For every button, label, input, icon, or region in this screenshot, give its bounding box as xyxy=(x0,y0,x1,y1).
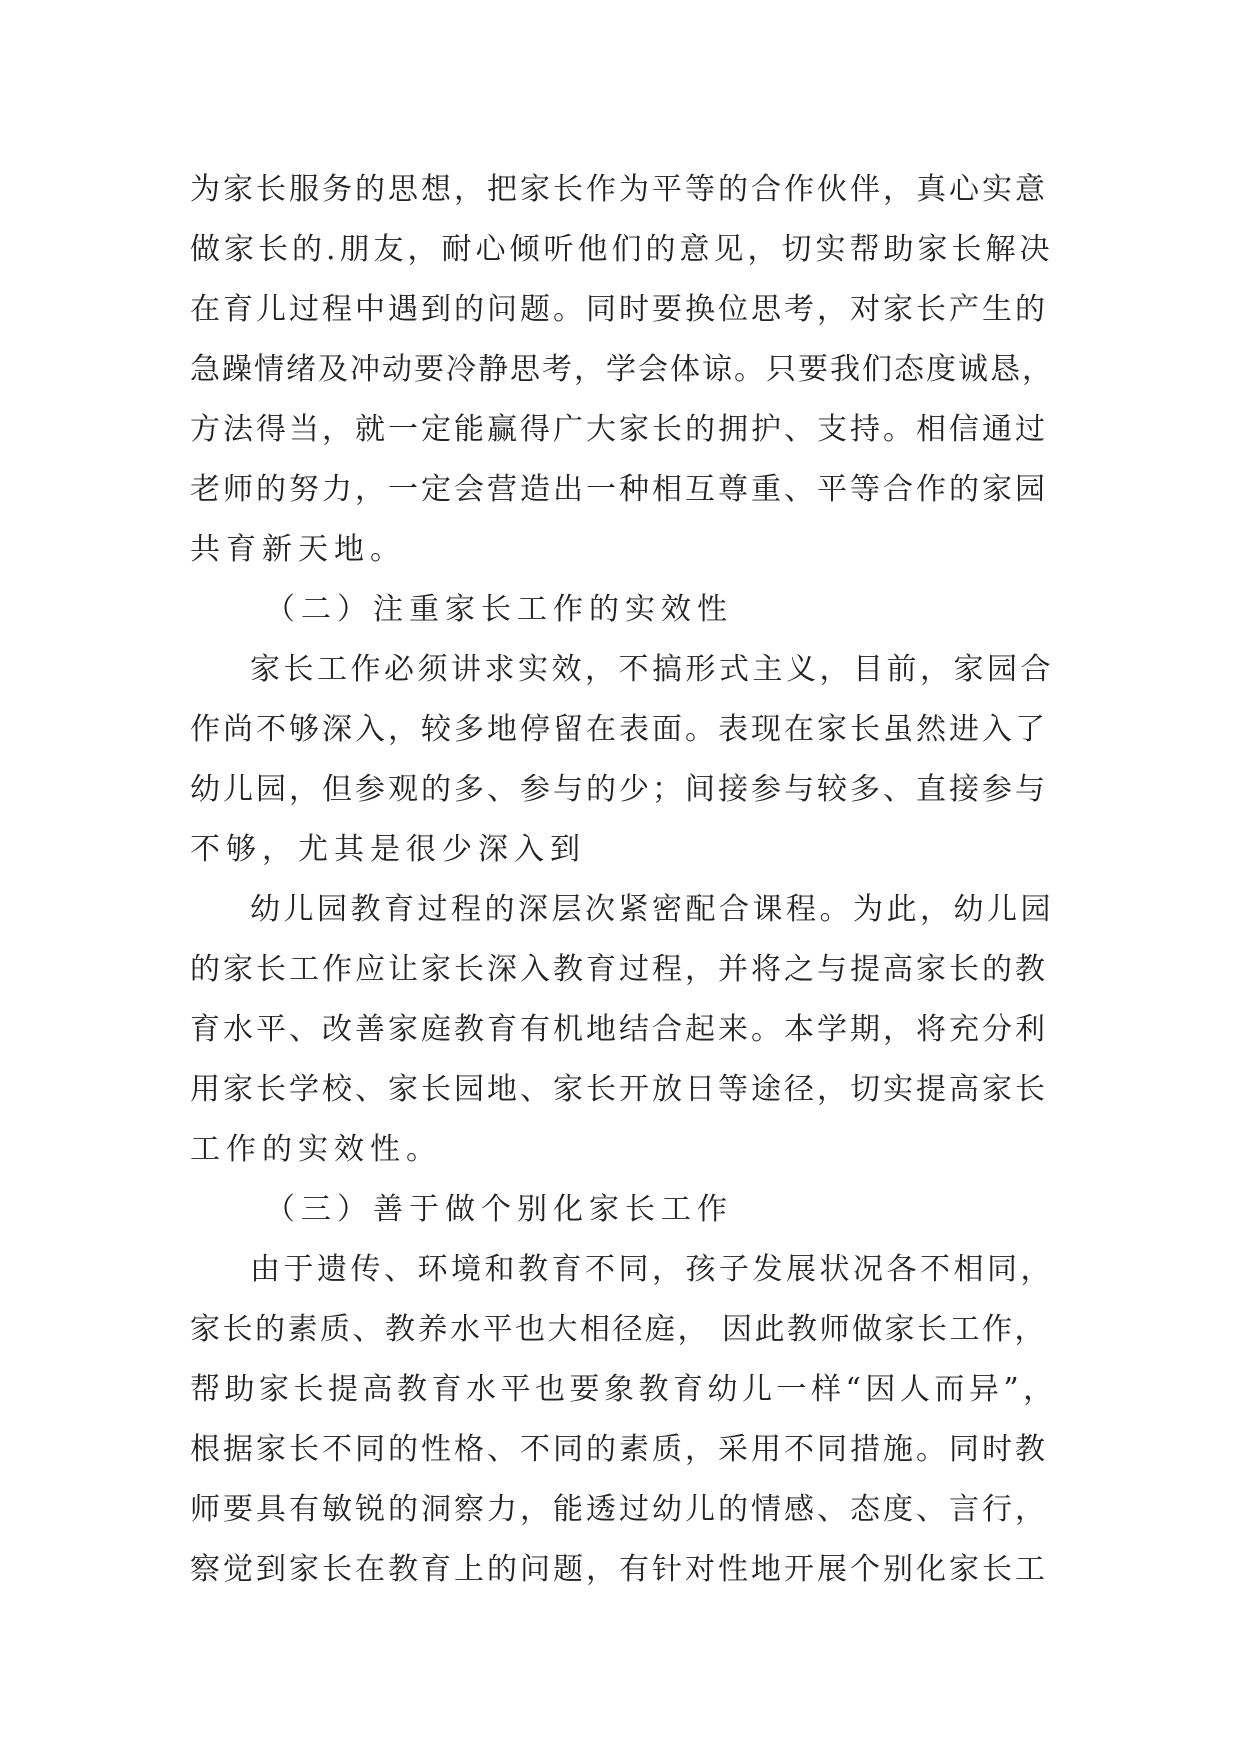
text-line: 做家长的.朋友，耐心倾听他们的意见，切实帮助家长解决 xyxy=(190,232,1054,267)
text-line: 由于遗传、环境和教育不同，孩子发展状况各不相同， xyxy=(250,1252,1054,1287)
text-line: 作尚不够深入，较多地停留在表面。表现在家长虽然进入了 xyxy=(190,712,1048,747)
text-line: 帮助家长提高教育水平也要象教育幼儿一样“因人而异”， xyxy=(190,1372,1058,1407)
section-heading: （三）善于做个别化家长工作 xyxy=(265,1192,733,1227)
text-line: 为家长服务的思想，把家长作为平等的合作伙伴，真心实意 xyxy=(190,172,1048,207)
text-line: 幼儿园教育过程的深层次紧密配合课程。为此，幼儿园 xyxy=(250,892,1054,927)
text-line: 共育新天地。 xyxy=(190,532,406,567)
text-line: 幼儿园，但参观的多、参与的少；间接参与较多、直接参与 xyxy=(190,772,1048,807)
document-body xyxy=(190,160,1060,1600)
text-line: 察觉到家长在教育上的问题，有针对性地开展个别化家长工 xyxy=(190,1552,1048,1587)
text-line: 根据家长不同的性格、不同的素质，采用不同措施。同时教 xyxy=(190,1432,1048,1467)
text-line: 育水平、改善家庭教育有机地结合起来。本学期，将充分利 xyxy=(190,1012,1048,1047)
text-line: 家长的素质、教养水平也大相径庭， 因此教师做家长工作， xyxy=(190,1312,1048,1347)
text-line: 家长工作必须讲求实效，不搞形式主义，目前，家园合 xyxy=(250,652,1054,687)
text-line: 不够，尤其是很少深入到 xyxy=(190,832,586,867)
text-line: 师要具有敏锐的洞察力，能透过幼儿的情感、态度、言行， xyxy=(190,1492,1048,1527)
text-line: 方法得当，就一定能赢得广大家长的拥护、支持。相信通过 xyxy=(190,412,1048,447)
text-line: 工作的实效性。 xyxy=(190,1132,442,1167)
text-line: 急躁情绪及冲动要冷静思考，学会体谅。只要我们态度诚恳， xyxy=(190,352,1054,387)
text-line: 在育儿过程中遇到的问题。同时要换位思考，对家长产生的 xyxy=(190,292,1048,327)
text-line: 的家长工作应让家长深入教育过程，并将之与提高家长的教 xyxy=(190,952,1048,987)
text-line: 老师的努力，一定会营造出一种相互尊重、平等合作的家园 xyxy=(190,472,1048,507)
section-heading: （二）注重家长工作的实效性 xyxy=(265,592,733,627)
text-line: 用家长学校、家长园地、家长开放日等途径，切实提高家长 xyxy=(190,1072,1048,1107)
